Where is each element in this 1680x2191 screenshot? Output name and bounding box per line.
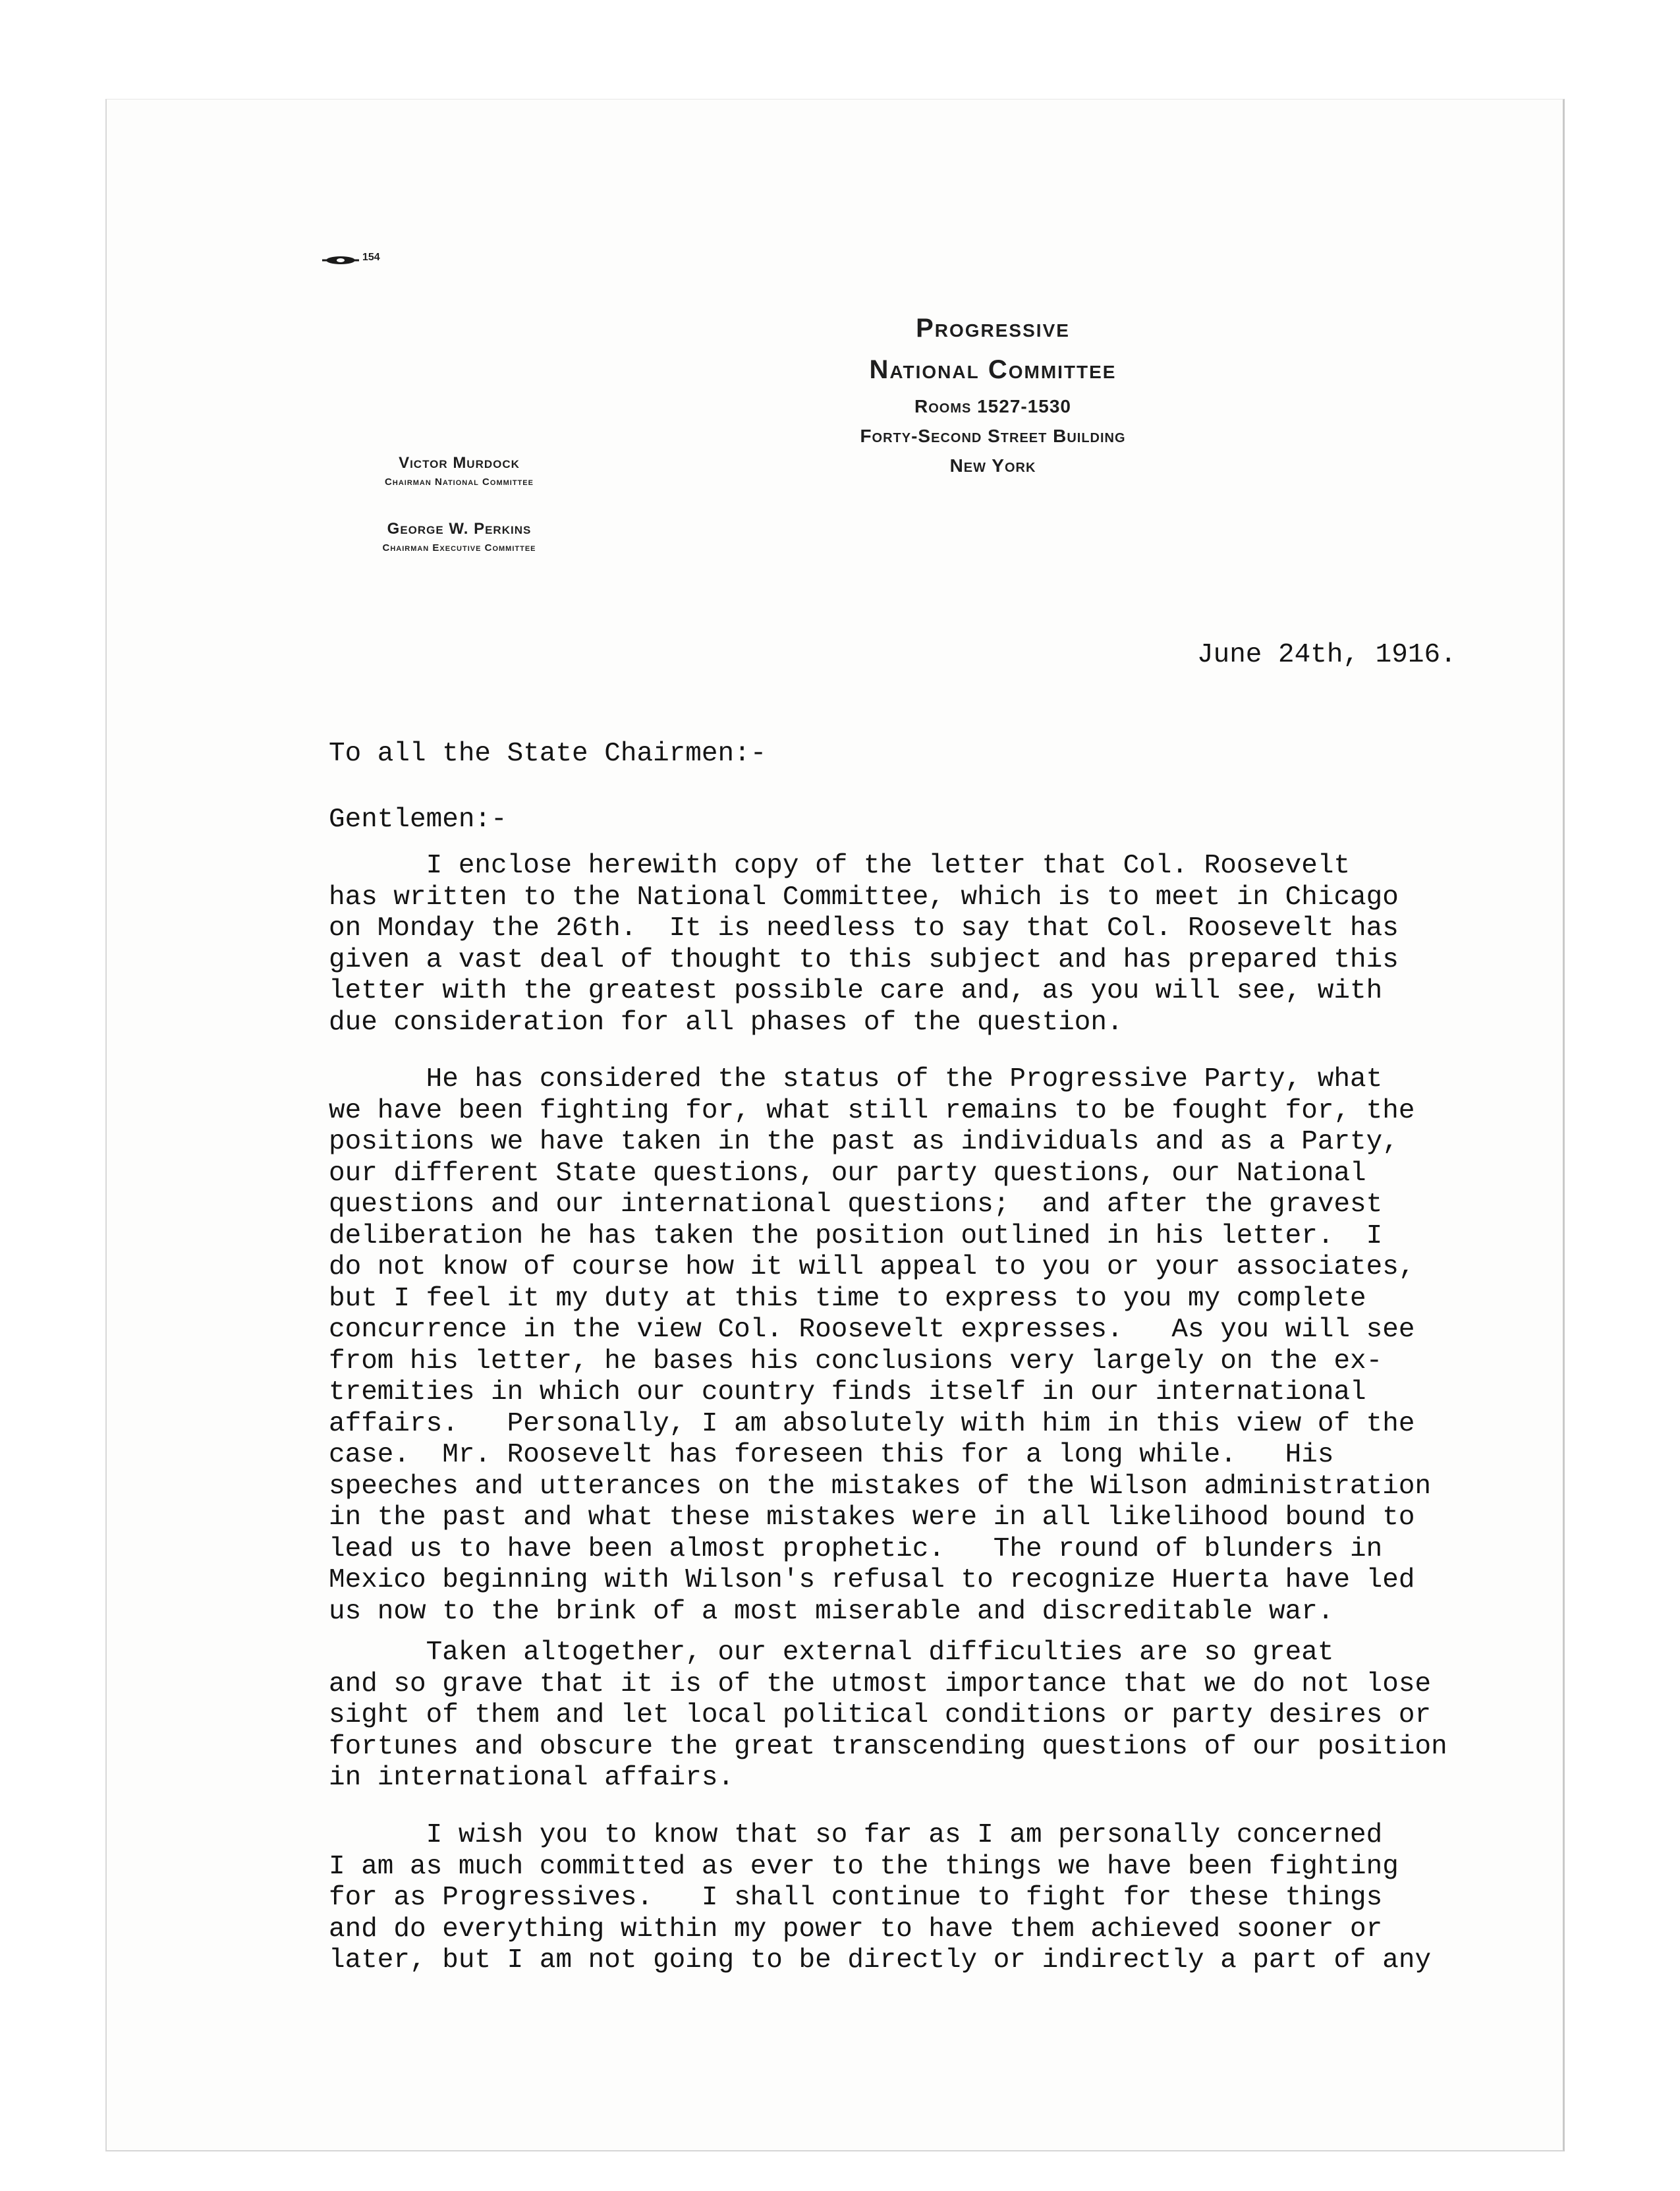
paragraph-line: deliberation he has taken the position outlined in his letter. I xyxy=(329,1220,1383,1251)
letterhead-rooms: Rooms 1527-1530 xyxy=(914,396,1071,416)
paragraph-line: Taken altogether, our external difficulties are so great xyxy=(426,1637,1334,1668)
paragraph-line: I am as much committed as ever to the things we have been fighting xyxy=(329,1851,1399,1882)
paragraph-line: due consideration for all phases of the question. xyxy=(329,1007,1123,1038)
officer-name: George W. Perkins xyxy=(387,520,532,538)
letterhead-city: New York xyxy=(949,455,1036,476)
paragraph-line: and so grave that it is of the utmost importance that we do not lose xyxy=(329,1668,1432,1699)
paragraph-line: Mexico beginning with Wilson's refusal to recognize Huerta have led xyxy=(329,1565,1415,1595)
letter-paragraph xyxy=(329,1637,1447,1794)
letter-salutation: To all the State Chairmen:- xyxy=(329,739,767,769)
letter-paragraph xyxy=(329,1064,1431,1628)
officer-title: Chairman National Committee xyxy=(385,476,534,488)
paragraph-line: in international affairs. xyxy=(329,1763,735,1793)
letter-paragraph xyxy=(329,1820,1431,1977)
letter-paragraph xyxy=(329,851,1399,1039)
paragraph-line: fortunes and obscure the great transcending questions of our position xyxy=(329,1731,1447,1762)
paragraph-line: concurrence in the view Col. Roosevelt expresses. As you will see xyxy=(329,1315,1415,1345)
paragraph-line: for as Progressives. I shall continue to fight for these things xyxy=(329,1883,1383,1913)
printer-mark-number: 154 xyxy=(362,252,380,263)
paragraph-line: has written to the National Committee, which is to meet in Chicago xyxy=(329,882,1399,913)
paragraph-line: our different State questions, our party questions, our National xyxy=(329,1158,1366,1189)
paragraph-line: I enclose herewith copy of the letter that Col. Roosevelt xyxy=(426,851,1351,881)
paragraph-line: but I feel it my duty at this time to express to you my complete xyxy=(329,1283,1366,1314)
letterhead-org-line-1: Progressive xyxy=(916,314,1070,343)
printer-mark-icon xyxy=(321,255,360,266)
paragraph-line: lead us to have been almost prophetic. The round of blunders in xyxy=(329,1533,1383,1564)
letterhead-building: Forty-Second Street Building xyxy=(860,426,1126,446)
paragraph-line: we have been fighting for, what still remains to be fought for, the xyxy=(329,1095,1415,1126)
paragraph-line: and do everything within my power to have them achieved sooner or xyxy=(329,1914,1383,1945)
officer-title: Chairman Executive Committee xyxy=(382,542,536,554)
paragraph-line: He has considered the status of the Progressive Party, what xyxy=(426,1064,1383,1095)
paragraph-line: affairs. Personally, I am absolutely with him in this view of the xyxy=(329,1408,1415,1439)
paragraph-line: letter with the greatest possible care and, as you will see, with xyxy=(329,976,1383,1006)
paragraph-line: later, but I am not going to be directly or indirectly a part of any xyxy=(329,1945,1432,1976)
letterhead-org-line-2: National Committee xyxy=(869,355,1117,384)
letter-greeting: Gentlemen:- xyxy=(329,805,507,835)
paragraph-line: sight of them and let local political conditions or party desires or xyxy=(329,1700,1432,1730)
paragraph-line: given a vast deal of thought to this subject and has prepared this xyxy=(329,944,1399,975)
paragraph-line: in the past and what these mistakes were in all likelihood bound to xyxy=(329,1502,1415,1533)
paragraph-line: case. Mr. Roosevelt has foreseen this for a long while. His xyxy=(329,1440,1334,1470)
paragraph-line: us now to the brink of a most miserable and discreditable war. xyxy=(329,1596,1334,1627)
paragraph-line: I wish you to know that so far as I am personally concerned xyxy=(426,1820,1383,1850)
paragraph-line: questions and our international questions; and after the gravest xyxy=(329,1189,1383,1220)
paragraph-line: from his letter, he bases his conclusions very largely on the ex- xyxy=(329,1346,1383,1377)
paragraph-line: on Monday the 26th. It is needless to say that Col. Roosevelt has xyxy=(329,913,1399,944)
officer-name: Victor Murdock xyxy=(399,454,520,472)
letter-page xyxy=(105,99,1565,2151)
paragraph-line: do not know of course how it will appeal to you or your associates, xyxy=(329,1252,1415,1282)
paragraph-line: speeches and utterances on the mistakes of the Wilson administration xyxy=(329,1471,1432,1502)
paragraph-line: positions we have taken in the past as individuals and as a Party, xyxy=(329,1127,1399,1157)
paragraph-line: tremities in which our country finds itself in our international xyxy=(329,1377,1366,1408)
letter-date: June 24th, 1916. xyxy=(1197,640,1457,670)
